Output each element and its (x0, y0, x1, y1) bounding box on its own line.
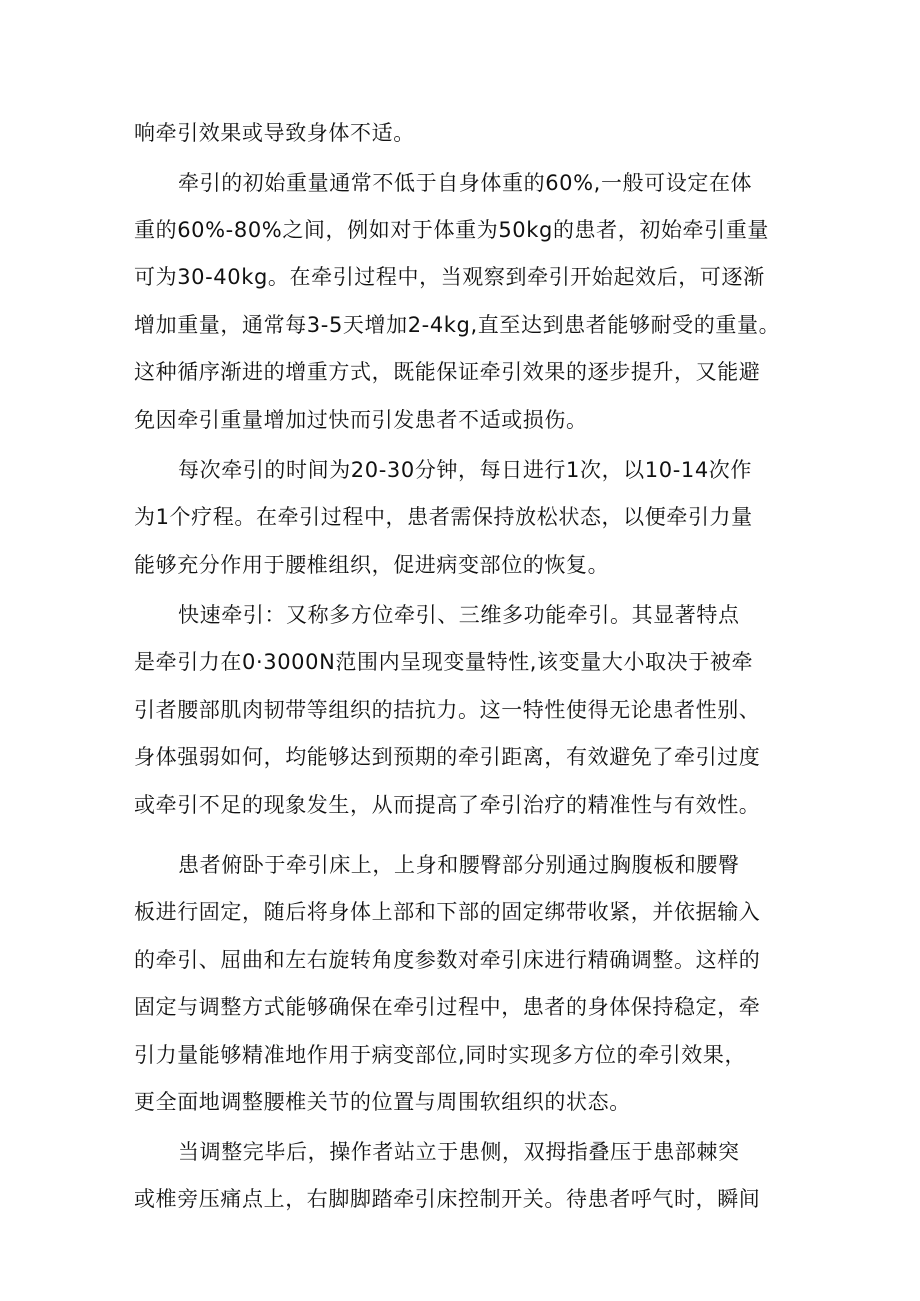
paragraph-3-line-1: 每次牵引的时间为20-30分钟，每日进行1次，以10-14次作 (178, 458, 753, 482)
paragraph-2-line-1: 牵引的初始重量通常不低于自身体重的60%,一般可设定在体 (178, 171, 753, 195)
paragraph-4-line-2: 是牵引力在0·3000N范围内呈现变量特性,该变量大小取决于被牵 (134, 650, 754, 674)
paragraph-5-line-6: 更全面地调整腰椎关节的位置与周围软组织的状态。 (134, 1090, 631, 1114)
paragraph-5-line-3: 的牵引、屈曲和左右旋转角度参数对牵引床进行精确调整。这样的 (134, 948, 761, 972)
paragraph-6-line-1: 当调整完毕后，操作者站立于患侧，双拇指叠压于患部棘突 (178, 1140, 740, 1164)
paragraph-5-line-1: 患者俯卧于牵引床上，上身和腰臀部分别通过胸腹板和腰臀 (178, 853, 740, 877)
paragraph-5-line-5: 引力量能够精准地作用于病变部位,同时实现多方位的牵引效果， (134, 1043, 747, 1067)
paragraph-2-line-3: 可为30-40kg。在牵引过程中，当观察到牵引开始起效后，可逐渐 (134, 265, 765, 289)
paragraph-4-line-1: 快速牵引：又称多方位牵引、三维多功能牵引。其显著特点 (178, 603, 740, 627)
paragraph-4-line-5: 或牵引不足的现象发生，从而提高了牵引治疗的精准性与有效性。 (134, 793, 761, 817)
paragraph-2-line-6: 免因牵引重量增加过快而引发患者不适或损伤。 (134, 408, 588, 432)
paragraph-4-line-3: 引者腰部肌肉韧带等组织的拮抗力。这一特性使得无论患者性别、 (134, 698, 761, 722)
paragraph-3-line-3: 能够充分作用于腰椎组织，促进病变部位的恢复。 (134, 553, 610, 577)
paragraph-5-line-2: 板进行固定，随后将身体上部和下部的固定绑带收紧，并依据输入 (134, 900, 761, 924)
paragraph-2-line-5: 这种循序渐进的增重方式，既能保证牵引效果的逐步提升，又能避 (134, 360, 761, 384)
paragraph-2-line-4: 增加重量，通常每3-5天增加2-4kg,直至达到患者能够耐受的重量。 (134, 313, 781, 337)
paragraph-4-line-4: 身体强弱如何，均能够达到预期的牵引距离，有效避免了牵引过度 (134, 745, 761, 769)
paragraph-5-line-4: 固定与调整方式能够确保在牵引过程中，患者的身体保持稳定，牵 (134, 995, 761, 1019)
paragraph-6-line-2: 或椎旁压痛点上，右脚脚踏牵引床控制开关。待患者呼气时，瞬间 (134, 1187, 761, 1211)
paragraph-3-line-2: 为1个疗程。在牵引过程中，患者需保持放松状态，以便牵引力量 (134, 505, 753, 529)
paragraph-2-line-2: 重的60%-80%之间，例如对于体重为50kg的患者，初始牵引重量 (134, 218, 769, 242)
paragraph-1-line-1: 响牵引效果或导致身体不适。 (134, 121, 415, 145)
